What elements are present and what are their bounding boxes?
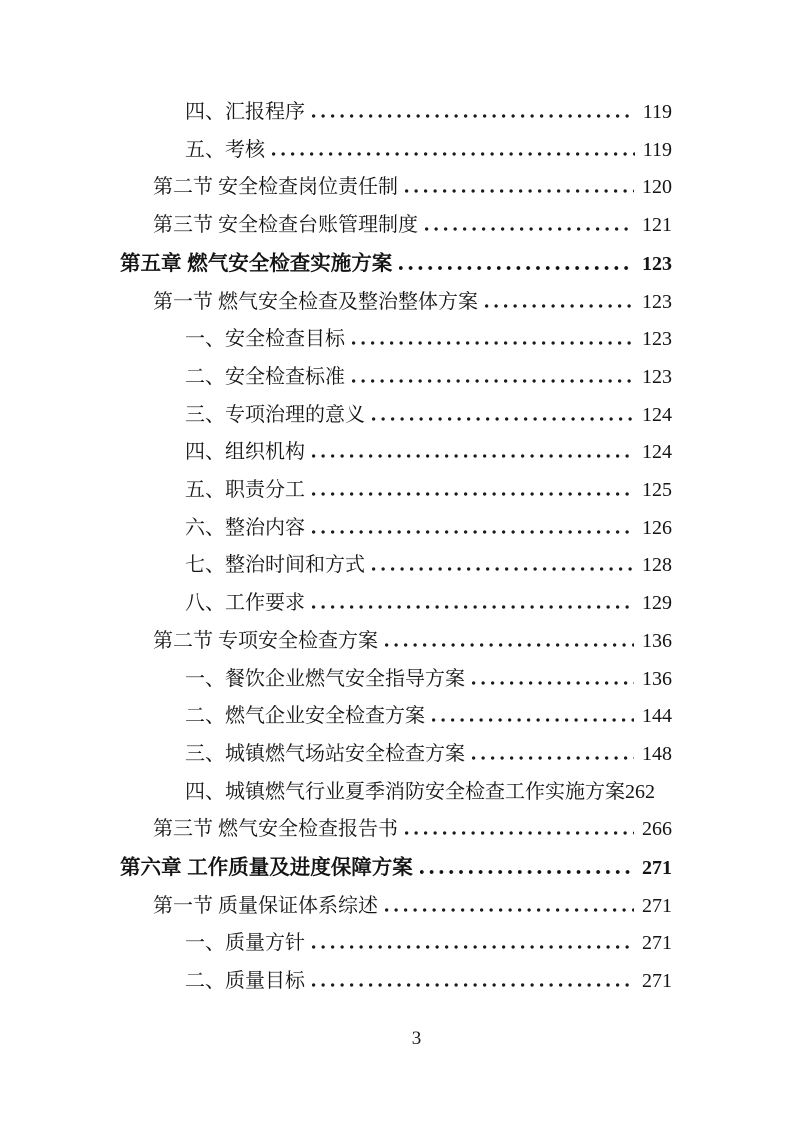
toc-entry-page: 123: [642, 365, 672, 388]
toc-leader-dots: [352, 341, 634, 345]
toc-entry-page: 129: [642, 592, 672, 615]
toc-entry-page: 125: [642, 479, 672, 502]
toc-entry[interactable]: [120, 245, 672, 284]
toc-entry[interactable]: [120, 132, 672, 170]
toc-leader-dots: [399, 266, 634, 270]
toc-leader-dots: [405, 189, 634, 193]
toc-entry-title: 第五章 燃气安全检查实施方案: [120, 251, 393, 275]
toc-entry[interactable]: [120, 736, 672, 774]
toc-entry-page: 144: [642, 705, 672, 728]
toc-leader-dots: [472, 681, 634, 685]
toc-entry-title: 五、考核: [185, 138, 265, 161]
toc-entry[interactable]: [120, 774, 672, 812]
toc-entry-title: 一、质量方针: [185, 932, 305, 955]
toc-leader-dots: [472, 756, 634, 760]
toc-leader-dots: [312, 605, 634, 609]
toc-entry[interactable]: [120, 888, 672, 926]
toc-entry-title: 第二节 安全检查岗位责任制: [153, 176, 398, 199]
toc-entry-page: 266: [642, 818, 672, 841]
toc-entry[interactable]: [120, 623, 672, 661]
toc-entry-title: 第一节 质量保证体系综述: [153, 894, 378, 917]
toc-entry-title: 四、汇报程序: [185, 101, 305, 123]
toc-entry-title: 八、工作要求: [185, 592, 305, 615]
toc-entry-page: 271: [642, 932, 672, 955]
page-number: 3: [411, 1028, 422, 1049]
toc-entry[interactable]: [120, 849, 672, 888]
toc-leader-dots: [312, 945, 634, 949]
toc-entry-page: 136: [642, 667, 672, 690]
toc-entry-title: 一、餐饮企业燃气安全指导方案: [185, 667, 465, 690]
toc-entry[interactable]: [120, 207, 672, 245]
toc-entry-page: 262: [625, 780, 655, 803]
toc-entry-title: 三、城镇燃气场站安全检查方案: [185, 742, 465, 765]
toc-leader-dots: [405, 831, 634, 835]
toc-entry-title: 三、专项治理的意义: [185, 403, 365, 426]
toc-entry-title: 第一节 燃气安全检查及整治整体方案: [153, 290, 478, 313]
toc-entry-page: 271: [642, 857, 672, 880]
toc-entry[interactable]: [120, 472, 672, 510]
toc-leader-dots: [420, 870, 634, 874]
toc-entry-page: 124: [642, 403, 672, 426]
toc-entry[interactable]: [120, 359, 672, 397]
toc-entry[interactable]: [120, 94, 672, 132]
table-of-contents: [120, 94, 672, 1001]
toc-entry[interactable]: [120, 698, 672, 736]
toc-entry-title: 七、整治时间和方式: [185, 554, 365, 577]
toc-leader-dots: [372, 417, 634, 421]
toc-entry-page: 123: [642, 290, 672, 313]
toc-entry-title: 第三节 安全检查台账管理制度: [153, 214, 418, 237]
toc-entry-page: 271: [642, 894, 672, 917]
toc-leader-dots: [312, 114, 635, 118]
toc-entry[interactable]: [120, 661, 672, 699]
toc-entry-page: 271: [642, 970, 672, 993]
toc-entry[interactable]: [120, 284, 672, 322]
toc-entry-page: 148: [642, 742, 672, 765]
toc-entry-title: 二、燃气企业安全检查方案: [185, 705, 425, 728]
toc-entry-title: 第六章 工作质量及进度保障方案: [120, 856, 413, 880]
toc-entry-page: 119: [642, 138, 672, 161]
toc-leader-dots: [312, 492, 634, 496]
toc-entry-title: 二、安全检查标准: [185, 365, 345, 388]
toc-leader-dots: [272, 152, 635, 156]
toc-leader-dots: [485, 304, 634, 308]
toc-entry-page: 121: [642, 214, 672, 237]
toc-entry[interactable]: [120, 510, 672, 548]
toc-entry-page: 123: [642, 252, 672, 275]
toc-entry-page: 123: [642, 328, 672, 351]
toc-entry-title: 六、整治内容: [185, 516, 305, 539]
toc-leader-dots: [385, 643, 634, 647]
toc-entry-page: 120: [642, 176, 672, 199]
toc-entry[interactable]: [120, 169, 672, 207]
toc-entry[interactable]: [120, 397, 672, 435]
toc-entry[interactable]: [120, 547, 672, 585]
toc-entry-page: 136: [642, 629, 672, 652]
toc-entry-title: 四、组织机构: [185, 441, 305, 464]
toc-entry-page: 119: [642, 101, 672, 123]
toc-leader-dots: [425, 227, 634, 231]
toc-leader-dots: [352, 379, 634, 383]
toc-leader-dots: [312, 983, 634, 987]
toc-leader-dots: [312, 530, 634, 534]
toc-entry-title: 一、安全检查目标: [185, 328, 345, 351]
toc-leader-dots: [385, 908, 634, 912]
toc-entry[interactable]: [120, 585, 672, 623]
toc-entry[interactable]: [120, 434, 672, 472]
toc-entry-title: 五、职责分工: [185, 479, 305, 502]
toc-leader-dots: [372, 567, 634, 571]
toc-entry-title: 四、城镇燃气行业夏季消防安全检查工作实施方案: [185, 780, 625, 803]
toc-entry-page: 124: [642, 441, 672, 464]
toc-entry[interactable]: [120, 925, 672, 963]
toc-entry-title: 第三节 燃气安全检查报告书: [153, 818, 398, 841]
toc-leader-dots: [312, 454, 634, 458]
toc-entry[interactable]: [120, 963, 672, 1001]
toc-entry[interactable]: [120, 321, 672, 359]
toc-entry[interactable]: [120, 811, 672, 849]
toc-entry-page: 126: [642, 516, 672, 539]
toc-entry-title: 第二节 专项安全检查方案: [153, 629, 378, 652]
toc-leader-dots: [432, 718, 634, 722]
toc-entry-title: 二、质量目标: [185, 970, 305, 993]
toc-entry-page: 128: [642, 554, 672, 577]
